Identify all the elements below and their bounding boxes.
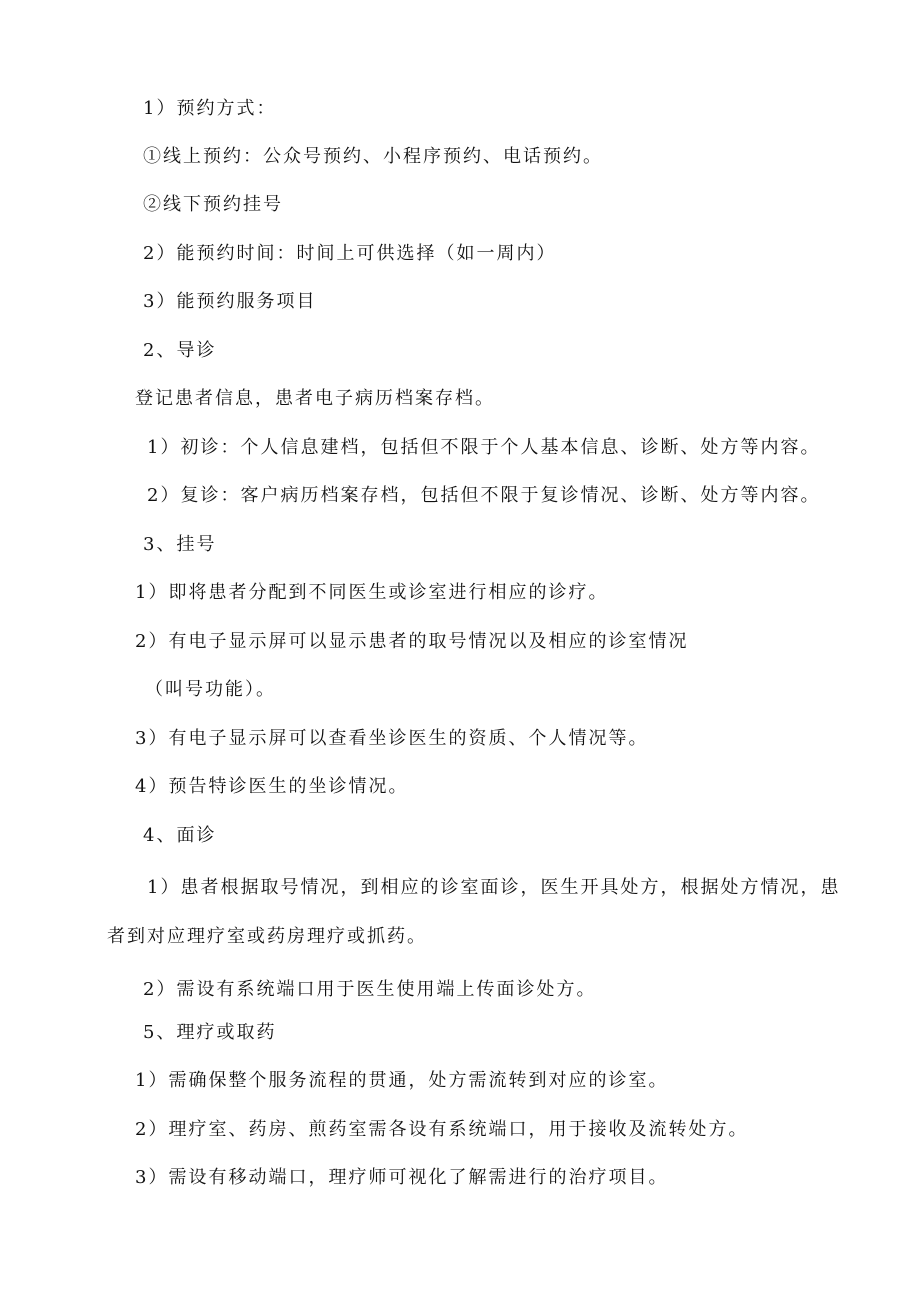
- text-line: 3）需设有移动端口，理疗师可视化了解需进行的治疗项目。: [135, 1167, 669, 1188]
- text-line: 登记患者信息，患者电子病历档案存档。: [135, 388, 495, 409]
- text-line: 1）即将患者分配到不同医生或诊室进行相应的诊疗。: [135, 582, 609, 603]
- text-line: 2）能预约时间：时间上可供选择（如一周内）: [143, 243, 557, 264]
- text-line: 1）初诊：个人信息建档，包括但不限于个人基本信息、诊断、处方等内容。: [147, 437, 821, 458]
- text-line: 2）复诊：客户病历档案存档，包括但不限于复诊情况、诊断、处方等内容。: [147, 485, 821, 506]
- text-line: 2）有电子显示屏可以显示患者的取号情况以及相应的诊室情况: [135, 631, 689, 652]
- text-line: 2）需设有系统端口用于医生使用端上传面诊处方。: [143, 979, 597, 1000]
- text-line: 3）有电子显示屏可以查看坐诊医生的资质、个人情况等。: [135, 728, 649, 749]
- text-line: 2）理疗室、药房、煎药室需各设有系统端口，用于接收及流转处方。: [135, 1119, 749, 1140]
- text-line: 3）能预约服务项目: [143, 291, 317, 312]
- section-heading: 2、导诊: [143, 340, 217, 361]
- section-heading: 4、面诊: [143, 825, 217, 846]
- text-line: 4）预告特诊医生的坐诊情况。: [135, 776, 409, 797]
- text-line: 1）患者根据取号情况，到相应的诊室面诊，医生开具处方，根据处方情况，患: [147, 877, 841, 898]
- text-line: 者到对应理疗室或药房理疗或抓药。: [107, 926, 427, 947]
- section-heading: 3、挂号: [143, 534, 217, 555]
- text-line: 1）需确保整个服务流程的贯通，处方需流转到对应的诊室。: [135, 1070, 669, 1091]
- text-line: 1）预约方式：: [143, 98, 277, 119]
- section-heading: 5、理疗或取药: [143, 1022, 277, 1043]
- text-line: ②线下预约挂号: [143, 194, 283, 215]
- text-line: ①线上预约：公众号预约、小程序预约、电话预约。: [143, 146, 603, 167]
- text-line: （叫号功能）。: [145, 679, 276, 700]
